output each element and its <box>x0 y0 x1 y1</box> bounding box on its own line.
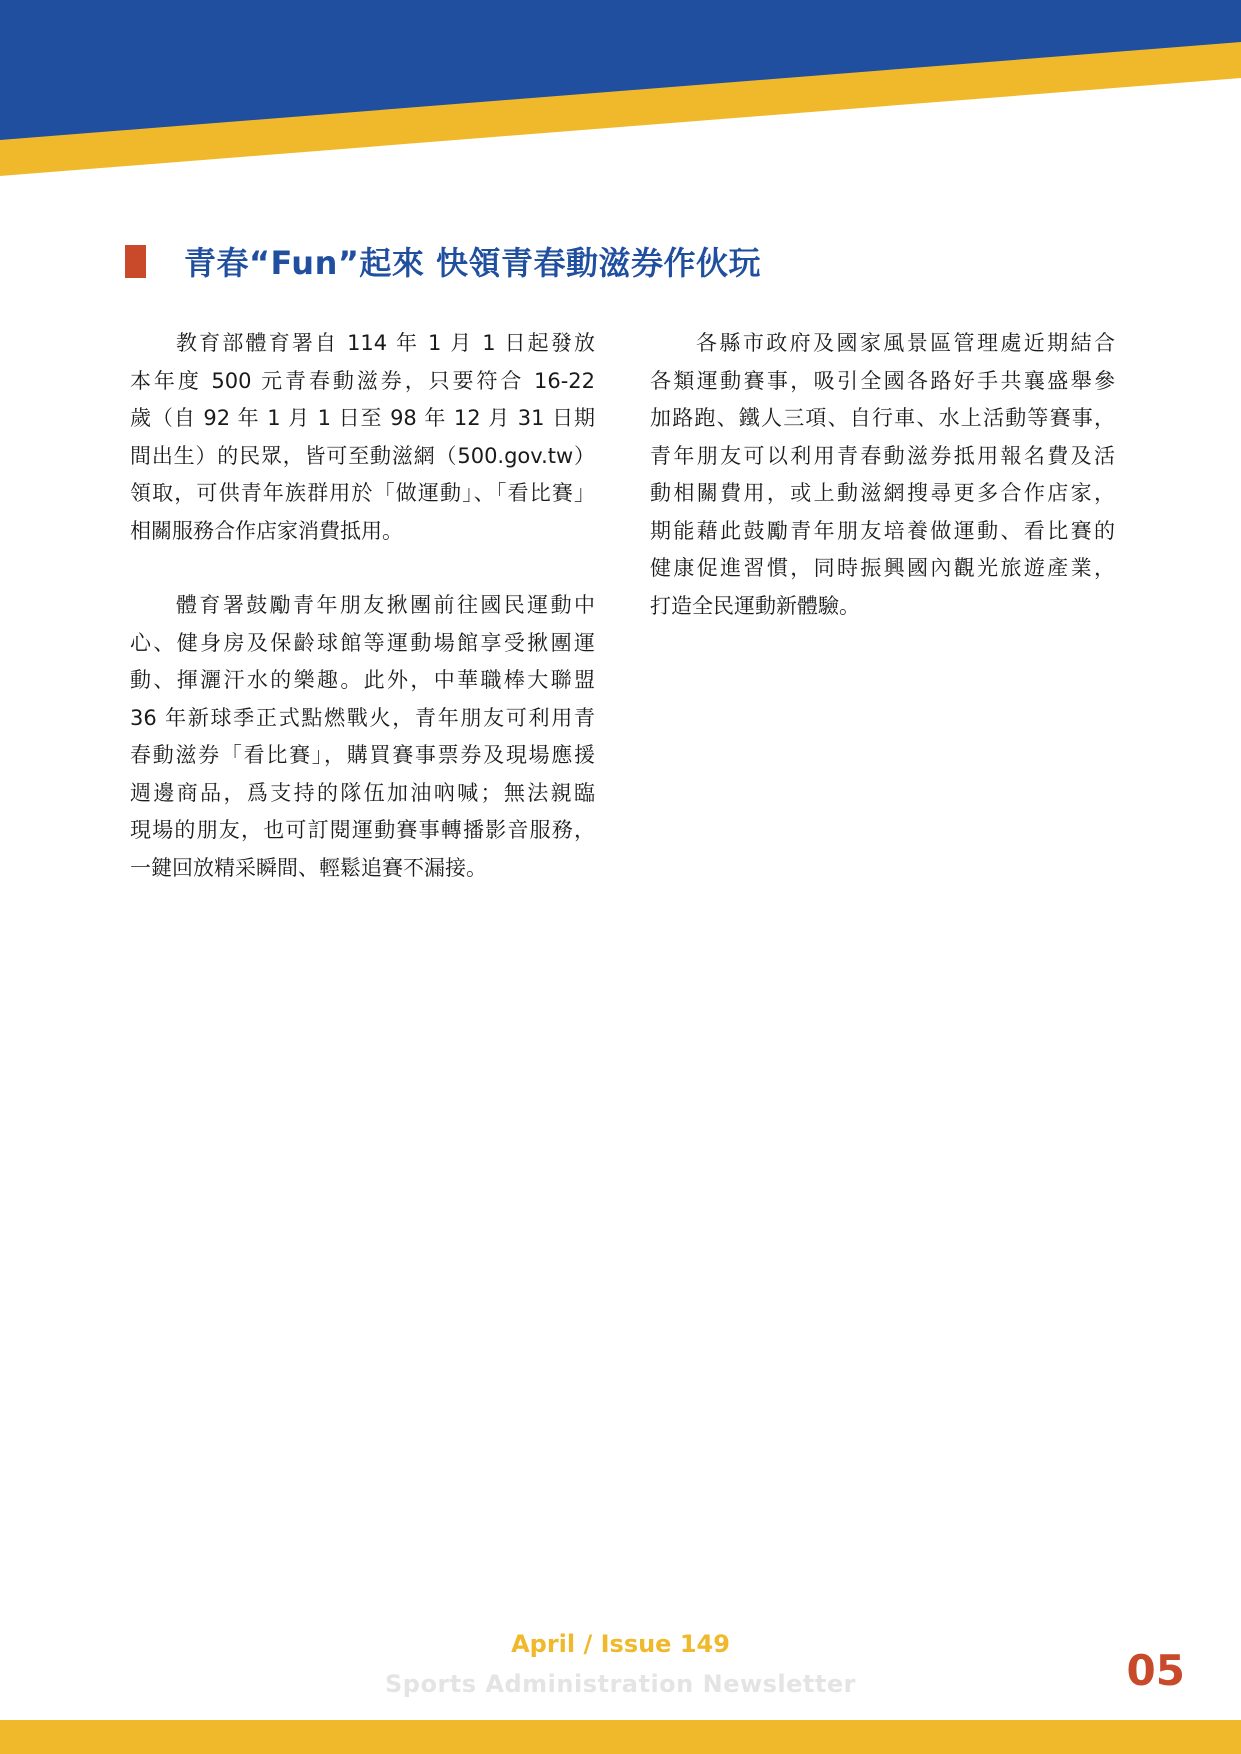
footer-issue: April / Issue 149 <box>511 1630 730 1658</box>
text-line: 一鍵回放精采瞬間、輕鬆追賽不漏接。 <box>130 855 487 880</box>
text-line: 各類運動賽事，吸引全國各路好手共襄盛舉參 <box>650 368 1115 393</box>
text-line: 現場的朋友，也可訂閱運動賽事轉播影音服務， <box>130 818 595 842</box>
right-column <box>650 325 1115 662</box>
article-title: 青春“Fun”起來 快領青春動滋券作伙玩 <box>184 244 762 282</box>
article-title-row <box>125 240 761 282</box>
text-line: 各縣市政府及國家風景區管理處近期結合 <box>696 331 1115 355</box>
header-banner <box>0 0 1241 180</box>
text-line: 春動滋券「看比賽」，購買賽事票券及現場應援 <box>130 743 595 767</box>
paragraph <box>130 325 595 550</box>
paragraph <box>130 587 595 887</box>
text-line: 期能藉此鼓勵青年朋友培養做運動、看比賽的 <box>650 518 1115 543</box>
text-line: 心、健身房及保齡球館等運動場館享受揪團運 <box>130 630 595 655</box>
text-line: 教育部體育署自 114 年 1 月 1 日起發放 <box>176 331 595 355</box>
text-line: 體育署鼓勵青年朋友揪團前往國民運動中 <box>176 593 595 617</box>
left-column <box>130 325 595 924</box>
paragraph <box>650 325 1115 625</box>
text-line: 歲（自 92 年 1 月 1 日至 98 年 12 月 31 日期 <box>130 406 595 430</box>
text-line: 動相關費用，或上動滋網搜尋更多合作店家， <box>650 481 1115 505</box>
text-line: 加路跑、鐵人三項、自行車、水上活動等賽事， <box>650 406 1115 430</box>
text-line: 週邊商品，爲支持的隊伍加油吶喊；無法親臨 <box>130 780 595 805</box>
text-line: 打造全民運動新體驗。 <box>650 593 860 618</box>
text-line: 相關服務合作店家消費抵用。 <box>130 518 403 543</box>
text-line: 動、揮灑汗水的樂趣。此外，中華職棒大聯盟 <box>130 668 595 692</box>
text-line: 青年朋友可以利用青春動滋券抵用報名費及活 <box>650 443 1115 468</box>
text-line: 領取，可供青年族群用於「做運動」、「看比賽」 <box>130 481 595 505</box>
title-marker <box>125 245 146 278</box>
page-number: 05 <box>1126 1646 1185 1695</box>
footer-newsletter-name: Sports Administration Newsletter <box>384 1670 856 1698</box>
footer-bar <box>0 1720 1241 1754</box>
text-line: 36 年新球季正式點燃戰火，青年朋友可利用青 <box>130 705 595 730</box>
text-line: 本年度 500 元青春動滋券，只要符合 16-22 <box>130 368 595 393</box>
text-line: 間出生）的民眾，皆可至動滋網（500.gov.tw） <box>130 443 595 468</box>
text-line: 健康促進習慣，同時振興國內觀光旅遊產業， <box>650 556 1115 580</box>
